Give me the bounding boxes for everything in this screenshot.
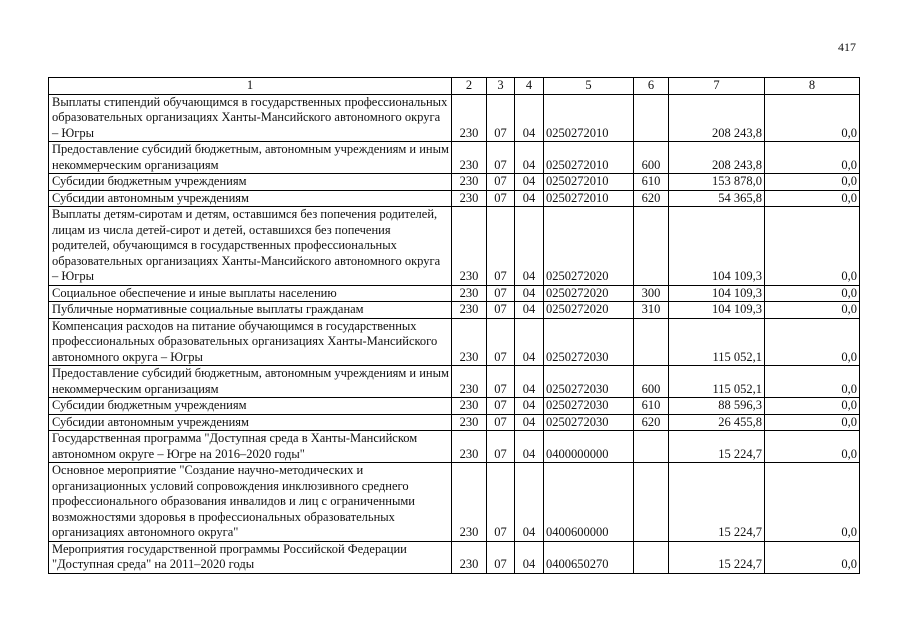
row-description: Основное мероприятие "Создание научно-методических и организационных условий сопровождения инклюзивного среднего профессионального образования инвалидов и лиц с ограниченными возможностями здоровья в профессиональных образовательных организациях автономного округа" xyxy=(49,463,452,542)
cell-amount-2: 0,0 xyxy=(765,398,860,415)
cell-ministry-code: 230 xyxy=(452,190,487,207)
header-cell-2: 2 xyxy=(452,78,487,95)
cell-section-code: 07 xyxy=(487,541,515,573)
cell-amount-2: 0,0 xyxy=(765,541,860,573)
table-row xyxy=(49,302,860,319)
cell-subsection-code: 04 xyxy=(515,174,544,191)
row-description: Предоставление субсидий бюджетным, автономным учреждениям и иным некоммерческим организациям xyxy=(49,366,452,398)
row-description: Государственная программа "Доступная среда в Ханты-Мансийском автономном округе – Югре на 2016–2020 годы" xyxy=(49,431,452,463)
cell-subsection-code: 04 xyxy=(515,431,544,463)
cell-target-article: 0250272030 xyxy=(544,414,634,431)
cell-ministry-code: 230 xyxy=(452,431,487,463)
cell-ministry-code: 230 xyxy=(452,414,487,431)
cell-section-code: 07 xyxy=(487,431,515,463)
table-row xyxy=(49,174,860,191)
cell-amount-2: 0,0 xyxy=(765,302,860,319)
row-description: Выплаты детям-сиротам и детям, оставшимся без попечения родителей, лицам из числа детей-сирот и детей, оставшихся без попечения родителей, обучающимся в государственных профессиональных образовательных организациях Ханты-Мансийского автономного округа – Югры xyxy=(49,207,452,286)
header-cell-3: 3 xyxy=(487,78,515,95)
cell-amount: 54 365,8 xyxy=(669,190,765,207)
table-row xyxy=(49,463,860,542)
cell-expense-type: 310 xyxy=(634,302,669,319)
cell-amount: 15 224,7 xyxy=(669,541,765,573)
cell-target-article: 0400650270 xyxy=(544,541,634,573)
cell-subsection-code: 04 xyxy=(515,190,544,207)
cell-amount: 26 455,8 xyxy=(669,414,765,431)
cell-amount-2: 0,0 xyxy=(765,190,860,207)
cell-amount: 104 109,3 xyxy=(669,285,765,302)
cell-section-code: 07 xyxy=(487,207,515,286)
cell-expense-type xyxy=(634,463,669,542)
cell-subsection-code: 04 xyxy=(515,414,544,431)
cell-expense-type: 610 xyxy=(634,398,669,415)
table-row xyxy=(49,94,860,142)
cell-ministry-code: 230 xyxy=(452,398,487,415)
row-description: Субсидии бюджетным учреждениям xyxy=(49,174,452,191)
cell-section-code: 07 xyxy=(487,414,515,431)
row-description: Выплаты стипендий обучающимся в государственных профессиональных образовательных организациях Ханты-Мансийского автономного округа – Югры xyxy=(49,94,452,142)
cell-expense-type: 620 xyxy=(634,190,669,207)
row-description: Субсидии бюджетным учреждениям xyxy=(49,398,452,415)
cell-target-article: 0250272020 xyxy=(544,285,634,302)
cell-section-code: 07 xyxy=(487,94,515,142)
cell-amount-2: 0,0 xyxy=(765,207,860,286)
cell-amount: 153 878,0 xyxy=(669,174,765,191)
cell-ministry-code: 230 xyxy=(452,318,487,366)
cell-target-article: 0250272010 xyxy=(544,142,634,174)
cell-expense-type: 620 xyxy=(634,414,669,431)
cell-ministry-code: 230 xyxy=(452,207,487,286)
cell-target-article: 0250272020 xyxy=(544,207,634,286)
cell-expense-type xyxy=(634,541,669,573)
header-cell-7: 7 xyxy=(669,78,765,95)
cell-amount-2: 0,0 xyxy=(765,285,860,302)
cell-amount-2: 0,0 xyxy=(765,431,860,463)
table-row xyxy=(49,431,860,463)
budget-table xyxy=(48,77,860,574)
cell-ministry-code: 230 xyxy=(452,94,487,142)
cell-amount: 208 243,8 xyxy=(669,142,765,174)
cell-amount-2: 0,0 xyxy=(765,414,860,431)
cell-expense-type: 610 xyxy=(634,174,669,191)
cell-target-article: 0400000000 xyxy=(544,431,634,463)
cell-amount: 115 052,1 xyxy=(669,366,765,398)
cell-expense-type: 600 xyxy=(634,366,669,398)
header-cell-4: 4 xyxy=(515,78,544,95)
cell-expense-type xyxy=(634,207,669,286)
cell-expense-type xyxy=(634,431,669,463)
row-description: Публичные нормативные социальные выплаты гражданам xyxy=(49,302,452,319)
row-description: Предоставление субсидий бюджетным, автономным учреждениям и иным некоммерческим организациям xyxy=(49,142,452,174)
cell-amount-2: 0,0 xyxy=(765,463,860,542)
table-row xyxy=(49,190,860,207)
cell-subsection-code: 04 xyxy=(515,285,544,302)
cell-target-article: 0400600000 xyxy=(544,463,634,542)
table-row xyxy=(49,398,860,415)
cell-amount: 115 052,1 xyxy=(669,318,765,366)
table-row xyxy=(49,318,860,366)
cell-ministry-code: 230 xyxy=(452,541,487,573)
cell-subsection-code: 04 xyxy=(515,463,544,542)
cell-expense-type: 600 xyxy=(634,142,669,174)
cell-ministry-code: 230 xyxy=(452,302,487,319)
table-header-row xyxy=(49,78,860,95)
row-description: Мероприятия государственной программы Российской Федерации "Доступная среда" на 2011–2020 годы xyxy=(49,541,452,573)
cell-amount: 15 224,7 xyxy=(669,463,765,542)
cell-amount-2: 0,0 xyxy=(765,174,860,191)
cell-ministry-code: 230 xyxy=(452,142,487,174)
cell-section-code: 07 xyxy=(487,398,515,415)
cell-section-code: 07 xyxy=(487,463,515,542)
cell-section-code: 07 xyxy=(487,190,515,207)
header-cell-5: 5 xyxy=(544,78,634,95)
cell-amount: 208 243,8 xyxy=(669,94,765,142)
cell-target-article: 0250272010 xyxy=(544,94,634,142)
header-cell-1: 1 xyxy=(49,78,452,95)
page-number: 417 xyxy=(838,40,856,54)
cell-target-article: 0250272010 xyxy=(544,174,634,191)
cell-subsection-code: 04 xyxy=(515,302,544,319)
cell-ministry-code: 230 xyxy=(452,366,487,398)
cell-subsection-code: 04 xyxy=(515,142,544,174)
cell-subsection-code: 04 xyxy=(515,318,544,366)
table-row xyxy=(49,285,860,302)
table-row xyxy=(49,414,860,431)
cell-section-code: 07 xyxy=(487,302,515,319)
header-cell-6: 6 xyxy=(634,78,669,95)
cell-amount-2: 0,0 xyxy=(765,94,860,142)
cell-subsection-code: 04 xyxy=(515,366,544,398)
cell-ministry-code: 230 xyxy=(452,285,487,302)
table-row xyxy=(49,541,860,573)
cell-amount-2: 0,0 xyxy=(765,366,860,398)
cell-subsection-code: 04 xyxy=(515,94,544,142)
cell-target-article: 0250272030 xyxy=(544,398,634,415)
table-row xyxy=(49,366,860,398)
row-description: Субсидии автономным учреждениям xyxy=(49,414,452,431)
cell-section-code: 07 xyxy=(487,318,515,366)
cell-section-code: 07 xyxy=(487,174,515,191)
cell-target-article: 0250272030 xyxy=(544,366,634,398)
cell-section-code: 07 xyxy=(487,366,515,398)
cell-target-article: 0250272010 xyxy=(544,190,634,207)
cell-section-code: 07 xyxy=(487,285,515,302)
table-row xyxy=(49,207,860,286)
cell-expense-type xyxy=(634,318,669,366)
cell-target-article: 0250272030 xyxy=(544,318,634,366)
cell-subsection-code: 04 xyxy=(515,541,544,573)
cell-ministry-code: 230 xyxy=(452,463,487,542)
table-row xyxy=(49,142,860,174)
cell-amount: 104 109,3 xyxy=(669,302,765,319)
cell-amount-2: 0,0 xyxy=(765,318,860,366)
cell-amount: 104 109,3 xyxy=(669,207,765,286)
cell-amount: 88 596,3 xyxy=(669,398,765,415)
cell-expense-type: 300 xyxy=(634,285,669,302)
row-description: Социальное обеспечение и иные выплаты населению xyxy=(49,285,452,302)
table-body xyxy=(49,78,860,574)
header-cell-8: 8 xyxy=(765,78,860,95)
cell-expense-type xyxy=(634,94,669,142)
cell-target-article: 0250272020 xyxy=(544,302,634,319)
cell-amount-2: 0,0 xyxy=(765,142,860,174)
cell-section-code: 07 xyxy=(487,142,515,174)
row-description: Компенсация расходов на питание обучающимся в государственных профессиональных образовательных организациях Ханты-Мансийского автономного округа – Югры xyxy=(49,318,452,366)
cell-ministry-code: 230 xyxy=(452,174,487,191)
cell-subsection-code: 04 xyxy=(515,207,544,286)
row-description: Субсидии автономным учреждениям xyxy=(49,190,452,207)
cell-subsection-code: 04 xyxy=(515,398,544,415)
cell-amount: 15 224,7 xyxy=(669,431,765,463)
